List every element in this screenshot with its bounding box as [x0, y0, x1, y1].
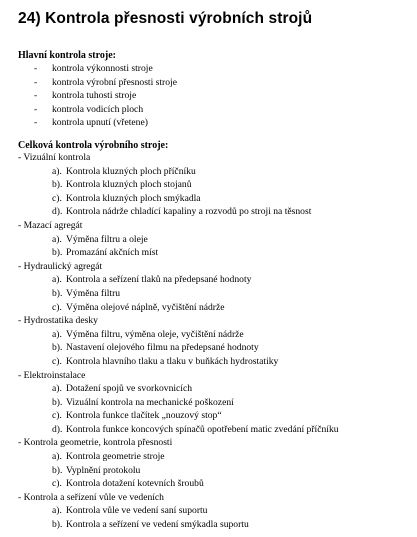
list-item-text: Nastavení olejového filmu na předepsané hodnoty — [66, 342, 259, 354]
bullet-dash: - — [34, 103, 38, 115]
list-item-text: Výměna filtru, výměna oleje, vyčištění nádrže — [66, 328, 244, 340]
bullet-dash: - — [34, 90, 38, 102]
list-item-marker: c). — [52, 478, 62, 490]
bullet-dash: - — [34, 117, 38, 129]
list-item-marker: a). — [52, 451, 62, 463]
list-item-marker: a). — [52, 165, 62, 177]
list-item-marker: b). — [52, 342, 63, 354]
list-item-text: Výměna filtru a oleje — [66, 233, 148, 245]
list-item-text: kontrola tuhosti stroje — [52, 90, 137, 102]
list-item-marker: a). — [52, 328, 62, 340]
list-item-text: Kontrola kluzných ploch stojanů — [66, 179, 192, 191]
bullet-dash: - — [34, 63, 38, 74]
list-item-marker: a). — [52, 233, 62, 245]
group-heading-text: - Kontrola a seřízení vůle ve vedeních — [18, 491, 164, 503]
list-item-text: Kontrola geometrie stroje — [66, 451, 165, 463]
list-item-marker: a). — [52, 505, 62, 517]
group-heading-text: - Vizuální kontrola — [18, 152, 91, 163]
section-heading-main-inspection: Hlavní kontrola stroje: — [18, 50, 116, 61]
list-item-text: kontrola vodicích ploch — [52, 103, 144, 115]
list-item-marker: b). — [52, 464, 63, 476]
list-item-text: Kontrola vůle ve vedení saní suportu — [66, 505, 208, 517]
list-item-text: Výměna filtru — [66, 287, 121, 299]
list-item-marker: b). — [52, 287, 63, 299]
group-heading-text: - Mazací agregát — [18, 219, 83, 231]
list-item-text: Výměna olejové náplně, vyčištění nádrže — [66, 301, 225, 313]
list-item-text: Kontrola kluzných ploch smýkadla — [66, 192, 201, 204]
list-item-text: Vizuální kontrola na mechanické poškození — [66, 396, 234, 408]
list-item-text: Vyplnění protokolu — [66, 464, 141, 476]
list-item-text: Kontrola a seřízení tlaků na předepsané hodnoty — [66, 274, 252, 286]
list-item-text: kontrola upnutí (vřetene) — [52, 117, 148, 129]
list-item-marker: c). — [52, 192, 62, 204]
list-item-text: Kontrola nádrže chladící kapaliny a rozvodů po stroji na těsnost — [66, 206, 312, 218]
list-item-text: Kontrola hlavního tlaku a tlaku v buňkách hydrostatiky — [66, 355, 279, 367]
list-item-text: kontrola výrobní přesnosti stroje — [52, 76, 177, 88]
list-item-marker: c). — [52, 301, 62, 313]
section-heading-overall-inspection: Celková kontrola výrobního stroje: — [18, 140, 169, 151]
group-heading-text: - Hydraulický agregát — [18, 260, 103, 272]
list-item-marker: b). — [52, 519, 63, 531]
list-item-marker: d). — [52, 206, 63, 218]
bullet-dash: - — [34, 76, 38, 88]
list-item-marker: c). — [52, 410, 62, 422]
list-item-text: kontrola výkonnosti stroje — [52, 63, 153, 74]
list-item-marker: b). — [52, 396, 63, 408]
list-item-text: Kontrola dotažení kotevních šroubů — [66, 478, 204, 490]
list-item-marker: a). — [52, 383, 62, 395]
list-item-marker: b). — [52, 247, 63, 259]
list-item-marker: b). — [52, 179, 63, 191]
page-title: 24) Kontrola přesnosti výrobních strojů — [18, 10, 313, 27]
list-item-marker: c). — [52, 355, 62, 367]
list-item-text: Kontrola funkce tlačítek „nouzový stop“ — [66, 410, 222, 422]
list-item-text: Promazání akčních míst — [66, 247, 159, 259]
group-heading-text: - Elektroinstalace — [18, 369, 86, 381]
list-item-text: Dotažení spojů ve svorkovnicích — [66, 383, 193, 395]
list-item-marker: d). — [52, 423, 63, 435]
list-item-text: Kontrola kluzných ploch příčníku — [66, 165, 196, 177]
list-item-marker: a). — [52, 274, 62, 286]
group-heading-text: - Hydrostatika desky — [18, 315, 98, 327]
list-item-text: Kontrola a seřízení ve vedení smýkadla suportu — [66, 519, 249, 531]
group-heading-text: - Kontrola geometrie, kontrola přesnosti — [18, 437, 173, 449]
list-item-text: Kontrola funkce koncových spínačů opotřebení matic zvedání příčníku — [66, 423, 339, 435]
